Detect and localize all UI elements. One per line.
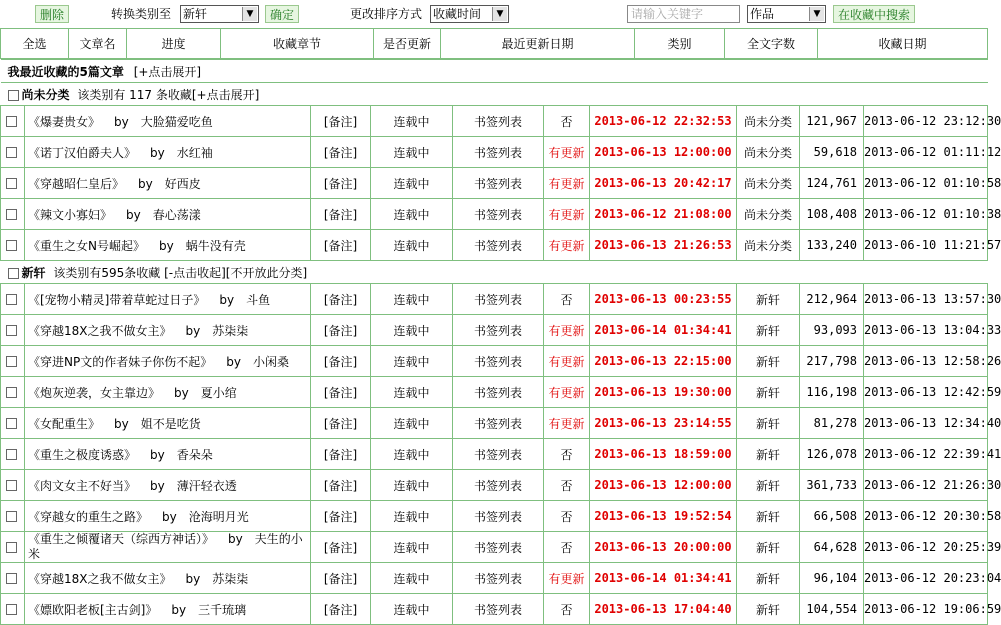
row-updated: 有更新 <box>544 315 590 346</box>
search-favorites-button[interactable]: 在收藏中搜索 <box>833 5 915 23</box>
row-category: 新轩 <box>737 408 800 439</box>
row-word-count: 81,278 <box>800 408 864 439</box>
row-fav-date: 2013-06-12 23:12:30 <box>864 106 988 137</box>
search-scope-select[interactable] <box>747 5 826 23</box>
confirm-button[interactable]: 确定 <box>265 5 299 23</box>
row-author-link[interactable]: 香朵朵 <box>176 447 213 462</box>
row-title-cell <box>25 137 311 168</box>
search-input[interactable]: 请输入关键字 <box>627 5 740 23</box>
row-bookmark-link[interactable]: 书签列表 <box>453 168 544 199</box>
row-status: 连载中 <box>371 532 453 563</box>
row-title-link[interactable]: 《嫖欧阳老板[主古剑]》 <box>28 602 158 617</box>
row-status: 连载中 <box>371 501 453 532</box>
table-row <box>1 501 988 532</box>
row-last-update: 2013-06-13 22:15:00 <box>590 346 737 377</box>
row-last-update: 2013-06-13 17:04:40 <box>590 594 737 625</box>
row-last-update: 2013-06-13 21:26:53 <box>590 230 737 261</box>
row-by: by <box>185 323 201 338</box>
row-title-link[interactable]: 《穿越昭仁皇后》 <box>28 176 125 191</box>
table-row <box>1 168 988 199</box>
header-chapter: 收藏章节 <box>221 29 374 59</box>
row-checkbox[interactable] <box>6 418 17 429</box>
row-by: by <box>150 145 165 160</box>
header-select-all[interactable]: 全选 <box>1 29 69 59</box>
table-row <box>1 594 988 625</box>
row-updated: 有更新 <box>544 137 590 168</box>
row-title-link[interactable]: 《肉文女主不好当》 <box>28 478 137 493</box>
row-title-link[interactable]: 《[宠物小精灵]带着草蛇过日子》 <box>28 292 206 307</box>
table-row <box>1 532 988 563</box>
row-word-count: 116,198 <box>800 377 864 408</box>
table-row <box>1 315 988 346</box>
row-word-count: 64,628 <box>800 532 864 563</box>
row-fav-date: 2013-06-12 01:11:12 <box>864 137 988 168</box>
row-title-cell <box>25 439 311 470</box>
row-title-link[interactable]: 《炮灰逆袭，女主靠边》 <box>28 385 161 400</box>
row-last-update: 2013-06-12 22:32:53 <box>590 106 737 137</box>
row-last-update: 2013-06-13 20:42:17 <box>590 168 737 199</box>
row-title-cell <box>25 532 311 563</box>
row-updated: 否 <box>544 594 590 625</box>
row-word-count: 108,408 <box>800 199 864 230</box>
row-title-link[interactable]: 《穿越女的重生之路》 <box>28 509 149 524</box>
table-row <box>1 470 988 501</box>
row-last-update: 2013-06-13 19:30:00 <box>590 377 737 408</box>
row-bookmark-link[interactable]: 书签列表 <box>453 346 544 377</box>
row-last-update: 2013-06-13 00:23:55 <box>590 284 737 315</box>
row-category: 尚未分类 <box>737 106 800 137</box>
row-last-update: 2013-06-13 12:00:00 <box>590 137 737 168</box>
row-fav-date: 2013-06-12 20:23:04 <box>864 563 988 594</box>
recent-section <box>1 60 988 83</box>
row-category: 新轩 <box>737 470 800 501</box>
row-category: 新轩 <box>737 563 800 594</box>
row-updated: 否 <box>544 532 590 563</box>
row-author-link[interactable]: 姐不是吃货 <box>140 416 201 431</box>
row-word-count: 93,093 <box>800 315 864 346</box>
row-updated: 有更新 <box>544 377 590 408</box>
row-title-link[interactable]: 《爆妻贵女》 <box>28 114 101 129</box>
row-last-update: 2013-06-13 23:14:55 <box>590 408 737 439</box>
row-category: 新轩 <box>737 532 800 563</box>
row-note-link[interactable]: [备注] <box>311 408 371 439</box>
row-bookmark-link[interactable]: 书签列表 <box>453 377 544 408</box>
row-updated: 否 <box>544 439 590 470</box>
row-bookmark-link[interactable]: 书签列表 <box>453 284 544 315</box>
group-header <box>1 261 988 284</box>
row-title-link[interactable]: 《穿越18X之我不做女主》 <box>28 571 172 586</box>
row-title-cell <box>25 470 311 501</box>
row-status: 连载中 <box>371 346 453 377</box>
row-category: 新轩 <box>737 501 800 532</box>
row-checkbox[interactable] <box>6 573 17 584</box>
row-title-cell <box>25 284 311 315</box>
row-author-link[interactable]: 三千琉璃 <box>198 602 247 617</box>
row-word-count: 96,104 <box>800 563 864 594</box>
row-note-link[interactable]: [备注] <box>311 315 371 346</box>
row-word-count: 59,618 <box>800 137 864 168</box>
row-status: 连载中 <box>371 470 453 501</box>
row-title-link[interactable]: 《辣文小寡妇》 <box>28 207 113 222</box>
row-bookmark-link[interactable]: 书签列表 <box>453 408 544 439</box>
row-category: 尚未分类 <box>737 230 800 261</box>
header-updated: 是否更新 <box>374 29 441 59</box>
row-updated: 否 <box>544 284 590 315</box>
row-status: 连载中 <box>371 284 453 315</box>
row-title-cell <box>25 199 311 230</box>
row-author-link[interactable]: 斗鱼 <box>246 292 271 307</box>
row-fav-date: 2013-06-12 19:06:59 <box>864 594 988 625</box>
row-by: by <box>226 354 241 369</box>
row-last-update: 2013-06-14 01:34:41 <box>590 315 737 346</box>
row-category: 新轩 <box>737 284 800 315</box>
chevron-down-icon: ▼ <box>242 7 257 21</box>
row-checkbox[interactable] <box>6 356 17 367</box>
table-row <box>1 346 988 377</box>
row-word-count: 121,967 <box>800 106 864 137</box>
row-status: 连载中 <box>371 168 453 199</box>
row-fav-date: 2013-06-13 13:04:33 <box>864 315 988 346</box>
row-title-cell <box>25 346 311 377</box>
row-bookmark-link[interactable]: 书签列表 <box>453 532 544 563</box>
row-title-link[interactable]: 《重生之极度诱惑》 <box>28 447 137 462</box>
row-fav-date: 2013-06-12 22:39:41 <box>864 439 988 470</box>
row-title-cell <box>25 408 311 439</box>
move-category-select[interactable] <box>180 5 259 23</box>
row-status: 连载中 <box>371 106 453 137</box>
group-header <box>1 83 988 106</box>
recent-title: 我最近收藏的5篇文章 <box>7 64 124 79</box>
row-bookmark-link[interactable]: 书签列表 <box>453 199 544 230</box>
row-category: 新轩 <box>737 594 800 625</box>
row-checkbox[interactable] <box>6 325 17 336</box>
row-title-cell <box>25 315 311 346</box>
table-row <box>1 439 988 470</box>
row-title-link[interactable]: 《重生之倾覆诸天（综西方神话）》 <box>28 532 215 546</box>
row-last-update: 2013-06-13 19:52:54 <box>590 501 737 532</box>
row-by: by <box>114 114 129 129</box>
row-checkbox[interactable] <box>6 387 17 398</box>
row-word-count: 124,761 <box>800 168 864 199</box>
row-category: 尚未分类 <box>737 168 800 199</box>
row-updated: 有更新 <box>544 346 590 377</box>
row-checkbox[interactable] <box>6 480 17 491</box>
row-category: 尚未分类 <box>737 137 800 168</box>
row-note-link[interactable]: [备注] <box>311 230 371 261</box>
favorites-header-table <box>0 28 988 59</box>
chevron-down-icon: ▼ <box>809 7 824 21</box>
header-progress: 进度 <box>127 29 221 59</box>
row-bookmark-link[interactable]: 书签列表 <box>453 594 544 625</box>
row-checkbox[interactable] <box>6 178 17 189</box>
row-category: 新轩 <box>737 315 800 346</box>
row-fav-date: 2013-06-13 12:58:26 <box>864 346 988 377</box>
row-by: by <box>150 478 165 493</box>
delete-button[interactable]: 删除 <box>35 5 69 23</box>
row-note-link[interactable]: [备注] <box>311 168 371 199</box>
move-category-value: 新轩 <box>183 7 208 21</box>
toolbar <box>0 0 987 28</box>
row-author-link[interactable]: 沧海明月光 <box>188 509 249 524</box>
row-checkbox[interactable] <box>6 449 17 460</box>
table-row <box>1 408 988 439</box>
row-category: 尚未分类 <box>737 199 800 230</box>
row-status: 连载中 <box>371 137 453 168</box>
row-note-link[interactable]: [备注] <box>311 439 371 470</box>
row-updated: 有更新 <box>544 563 590 594</box>
row-updated: 有更新 <box>544 168 590 199</box>
row-last-update: 2013-06-14 01:34:41 <box>590 563 737 594</box>
move-category-label: 转换类别至 <box>111 7 172 21</box>
row-bookmark-link[interactable]: 书签列表 <box>453 501 544 532</box>
header-fav-date: 收藏日期 <box>818 29 988 59</box>
sort-value: 收藏时间 <box>433 7 482 21</box>
row-checkbox[interactable] <box>6 147 17 158</box>
row-author-link[interactable]: 蜗牛没有壳 <box>185 238 246 253</box>
row-fav-date: 2013-06-13 13:57:30 <box>864 284 988 315</box>
row-by: by <box>158 238 174 253</box>
row-last-update: 2013-06-13 18:59:00 <box>590 439 737 470</box>
sort-select[interactable] <box>430 5 509 23</box>
row-bookmark-link[interactable]: 书签列表 <box>453 230 544 261</box>
row-checkbox[interactable] <box>6 209 17 220</box>
row-last-update: 2013-06-13 20:00:00 <box>590 532 737 563</box>
row-note-link[interactable]: [备注] <box>311 346 371 377</box>
row-note-link[interactable]: [备注] <box>311 137 371 168</box>
row-word-count: 104,554 <box>800 594 864 625</box>
group-checkbox[interactable] <box>8 268 19 279</box>
chevron-down-icon: ▼ <box>492 7 507 21</box>
row-note-link[interactable]: [备注] <box>311 594 371 625</box>
row-title-link[interactable]: 《女配重生》 <box>28 416 101 431</box>
row-title-cell <box>25 168 311 199</box>
row-updated: 有更新 <box>544 408 590 439</box>
row-author-link[interactable]: 春心荡漾 <box>152 207 201 222</box>
header-last-update: 最近更新日期 <box>441 29 635 59</box>
row-last-update: 2013-06-12 21:08:00 <box>590 199 737 230</box>
row-fav-date: 2013-06-12 21:26:30 <box>864 470 988 501</box>
row-word-count: 212,964 <box>800 284 864 315</box>
row-fav-date: 2013-06-12 01:10:38 <box>864 199 988 230</box>
row-note-link[interactable]: [备注] <box>311 563 371 594</box>
row-note-link[interactable]: [备注] <box>311 501 371 532</box>
row-fav-date: 2013-06-10 11:21:57 <box>864 230 988 261</box>
group-desc[interactable]: 该类别有 117 条收藏[+点击展开] <box>77 87 260 102</box>
table-row <box>1 137 988 168</box>
row-category: 新轩 <box>737 439 800 470</box>
header-category: 类别 <box>635 29 725 59</box>
row-note-link[interactable]: [备注] <box>311 284 371 315</box>
row-note-link[interactable]: [备注] <box>311 377 371 408</box>
row-status: 连载中 <box>371 377 453 408</box>
row-note-link[interactable]: [备注] <box>311 470 371 501</box>
row-updated: 有更新 <box>544 199 590 230</box>
row-title-cell <box>25 594 311 625</box>
row-status: 连载中 <box>371 439 453 470</box>
row-by: by <box>228 532 243 546</box>
group-name: 新轩 <box>21 265 46 280</box>
table-row <box>1 106 988 137</box>
row-status: 连载中 <box>371 199 453 230</box>
row-status: 连载中 <box>371 408 453 439</box>
row-updated: 有更新 <box>544 230 590 261</box>
row-author-link[interactable]: 小闲桑 <box>252 354 289 369</box>
row-by: by <box>185 571 201 586</box>
row-checkbox[interactable] <box>6 511 17 522</box>
row-author-link[interactable]: 薄汗轻衣透 <box>176 478 237 493</box>
row-fav-date: 2013-06-13 12:34:40 <box>864 408 988 439</box>
row-checkbox[interactable] <box>6 240 17 251</box>
row-bookmark-link[interactable]: 书签列表 <box>453 106 544 137</box>
header-title: 文章名 <box>69 29 127 59</box>
row-updated: 否 <box>544 106 590 137</box>
row-checkbox[interactable] <box>6 604 17 615</box>
row-by: by <box>138 176 153 191</box>
row-by: by <box>171 602 187 617</box>
row-by: by <box>219 292 235 307</box>
row-author-link[interactable]: 夫生的小米 <box>28 532 303 561</box>
row-category: 新轩 <box>737 346 800 377</box>
table-row <box>1 563 988 594</box>
table-row <box>1 284 988 315</box>
row-author-link[interactable]: 好西皮 <box>164 176 201 191</box>
row-title-link[interactable]: 《穿进NP文的作者妹子你伤不起》 <box>28 354 213 369</box>
row-bookmark-link[interactable]: 书签列表 <box>453 315 544 346</box>
row-fav-date: 2013-06-12 20:30:58 <box>864 501 988 532</box>
row-author-link[interactable]: 大脸猫爱吃鱼 <box>140 114 213 129</box>
row-updated: 否 <box>544 470 590 501</box>
row-last-update: 2013-06-13 12:00:00 <box>590 470 737 501</box>
recent-expand-link[interactable]: [+点击展开] <box>133 64 202 79</box>
group-checkbox[interactable] <box>8 90 19 101</box>
row-author-link[interactable]: 苏柒柒 <box>212 323 249 338</box>
row-bookmark-link[interactable]: 书签列表 <box>453 563 544 594</box>
group-desc[interactable]: 该类别有595条收藏 [-点击收起][不开放此分类] <box>53 265 308 280</box>
row-author-link[interactable]: 水红袖 <box>176 145 213 160</box>
row-fav-date: 2013-06-13 12:42:59 <box>864 377 988 408</box>
row-word-count: 217,798 <box>800 346 864 377</box>
row-bookmark-link[interactable]: 书签列表 <box>453 137 544 168</box>
row-note-link[interactable]: [备注] <box>311 532 371 563</box>
row-word-count: 133,240 <box>800 230 864 261</box>
row-title-cell <box>25 501 311 532</box>
row-checkbox[interactable] <box>6 116 17 127</box>
row-title-link[interactable]: 《重生之女N号崛起》 <box>28 238 145 253</box>
row-status: 连载中 <box>371 594 453 625</box>
row-by: by <box>150 447 165 462</box>
row-checkbox[interactable] <box>6 294 17 305</box>
row-status: 连载中 <box>371 315 453 346</box>
row-title-cell <box>25 230 311 261</box>
row-title-cell <box>25 563 311 594</box>
row-title-link[interactable]: 《穿越18X之我不做女主》 <box>28 323 172 338</box>
row-note-link[interactable]: [备注] <box>311 199 371 230</box>
row-title-cell <box>25 106 311 137</box>
row-note-link[interactable]: [备注] <box>311 106 371 137</box>
row-author-link[interactable]: 苏柒柒 <box>212 571 249 586</box>
row-author-link[interactable]: 夏小绾 <box>200 385 237 400</box>
row-status: 连载中 <box>371 230 453 261</box>
row-by: by <box>114 416 129 431</box>
row-by: by <box>162 509 177 524</box>
row-word-count: 66,508 <box>800 501 864 532</box>
table-row <box>1 377 988 408</box>
row-category: 新轩 <box>737 377 800 408</box>
row-title-cell <box>25 377 311 408</box>
table-row <box>1 199 988 230</box>
row-by: by <box>174 385 189 400</box>
row-fav-date: 2013-06-12 20:25:39 <box>864 532 988 563</box>
search-scope-value: 作品 <box>750 7 775 21</box>
row-word-count: 126,078 <box>800 439 864 470</box>
row-updated: 否 <box>544 501 590 532</box>
row-status: 连载中 <box>371 563 453 594</box>
row-fav-date: 2013-06-12 01:10:58 <box>864 168 988 199</box>
sort-label: 更改排序方式 <box>350 7 423 21</box>
row-title-link[interactable]: 《诺丁汉伯爵夫人》 <box>28 145 137 160</box>
row-checkbox[interactable] <box>6 542 17 553</box>
favorites-table <box>0 59 1001 625</box>
group-name: 尚未分类 <box>21 87 70 102</box>
table-row <box>1 230 988 261</box>
row-bookmark-link[interactable]: 书签列表 <box>453 470 544 501</box>
header-word-count: 全文字数 <box>725 29 818 59</box>
row-word-count: 361,733 <box>800 470 864 501</box>
row-bookmark-link[interactable]: 书签列表 <box>453 439 544 470</box>
row-by: by <box>126 207 141 222</box>
